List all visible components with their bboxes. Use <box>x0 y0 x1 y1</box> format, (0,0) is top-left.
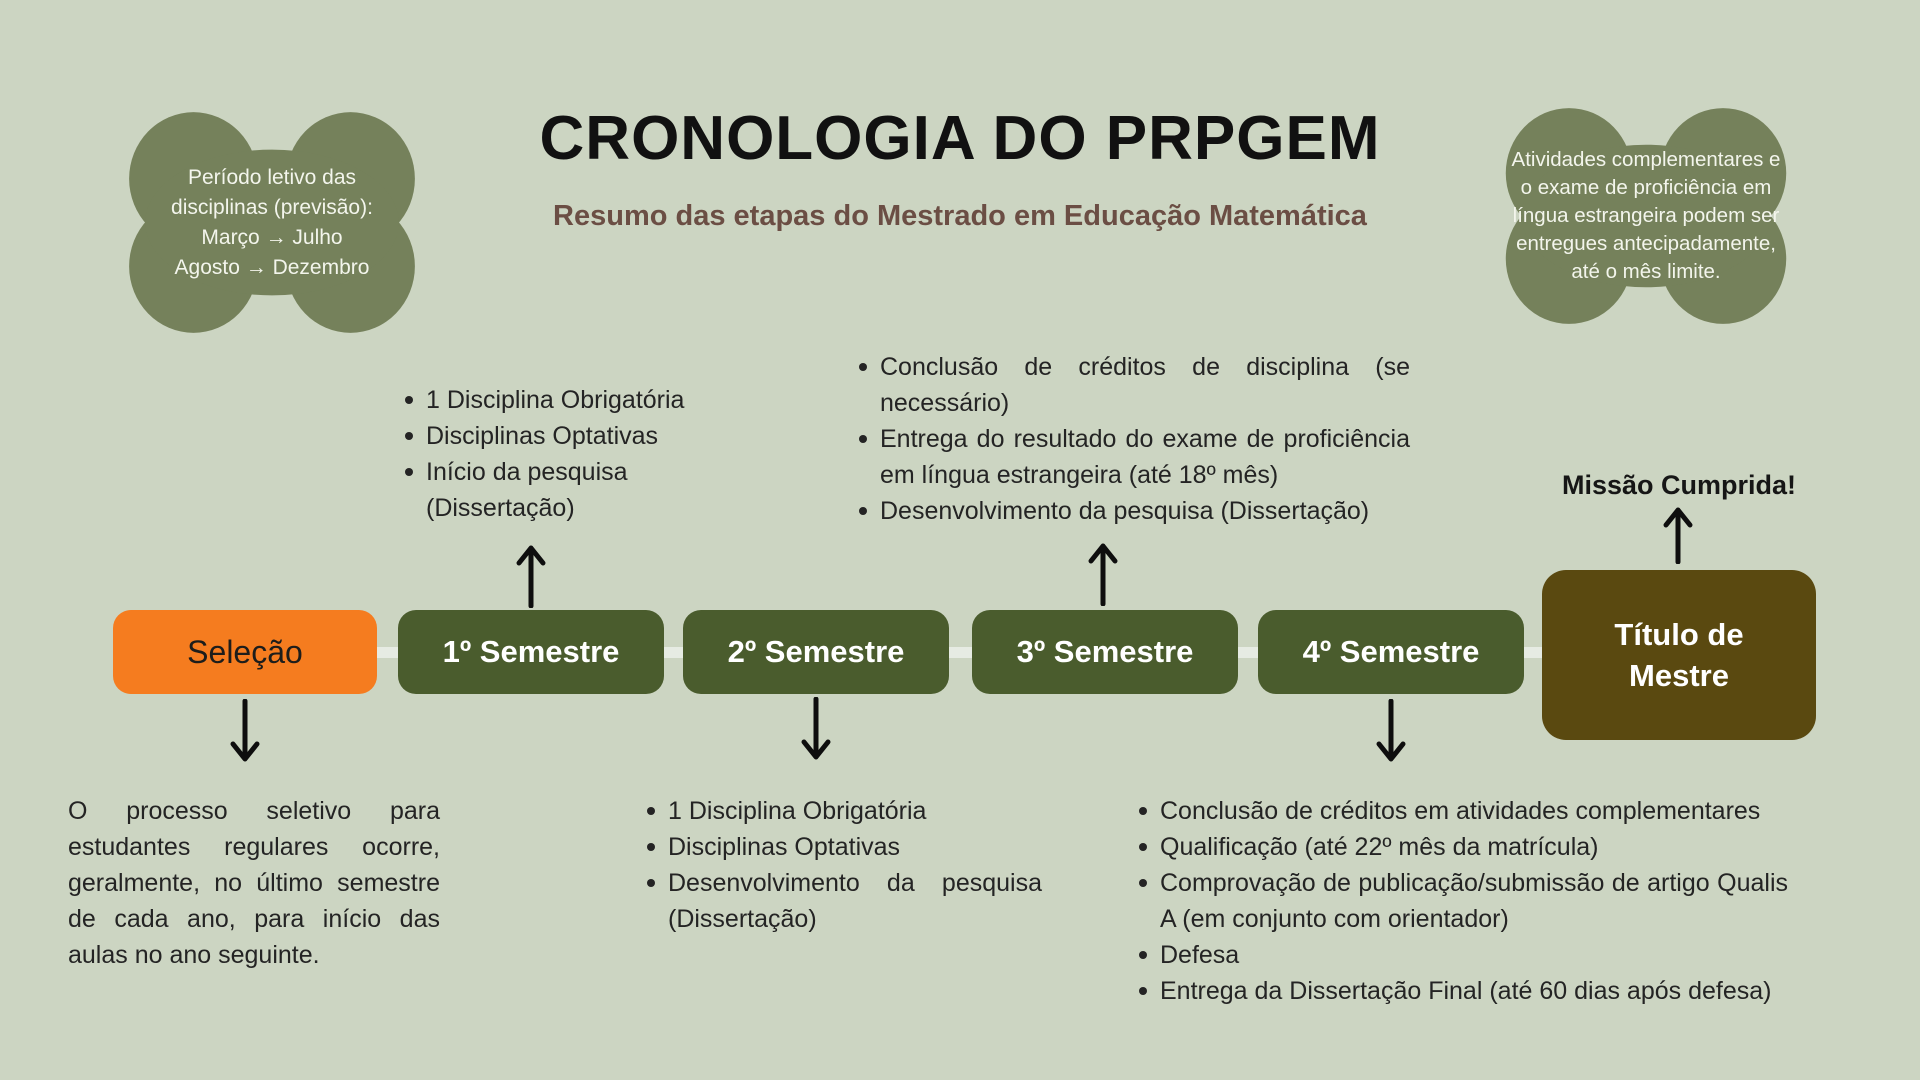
list-item: 1 Disciplina Obrigatória <box>396 382 756 418</box>
arrow-down-icon <box>1374 699 1408 768</box>
list-item: Qualificação (até 22º mês da matrícula) <box>1130 829 1788 865</box>
list-item: Início da pesquisa (Dissertação) <box>396 454 756 526</box>
page-title: CRONOLOGIA DO PRPGEM <box>539 104 1381 173</box>
list-item: Desenvolvimento da pesquisa (Dissertação) <box>850 493 1410 529</box>
timeline-node-selecao <box>113 610 377 694</box>
node-label: 4º Semestre <box>1302 634 1480 669</box>
timeline-node-semestre-2 <box>683 610 949 694</box>
list-item: Desenvolvimento da pesquisa (Dissertação) <box>638 865 1042 937</box>
page-subtitle: Resumo das etapas do Mestrado em Educação Matemática <box>553 200 1367 232</box>
list-item: Defesa <box>1130 937 1788 973</box>
selecao-description-paragraph: O processo seletivo para estudantes regulares ocorre, geralmente, no último semestre de cada ano, para início das aulas no ano seguinte. <box>68 797 440 969</box>
list-item: Conclusão de créditos de disciplina (se necessário) <box>850 349 1410 421</box>
arrow-up-icon <box>1661 506 1695 569</box>
note-right-text: Atividades complementares e o exame de proficiência em língua estrangeira podem ser entregues antecipadamente, até o mês limite. <box>1511 148 1781 283</box>
semestre-2-activities-list <box>638 793 1042 937</box>
list-item: Entrega da Dissertação Final (até 60 dias após defesa) <box>1130 973 1788 1009</box>
list-item: Disciplinas Optativas <box>638 829 1042 865</box>
node-label: Seleção <box>187 633 303 670</box>
arrow-down-icon <box>228 699 262 768</box>
timeline-node-semestre-4 <box>1258 610 1524 694</box>
list-item: Conclusão de créditos em atividades complementares <box>1130 793 1788 829</box>
arrow-up-icon <box>1086 542 1120 611</box>
timeline-node-semestre-3 <box>972 610 1238 694</box>
arrow-up-icon <box>514 544 548 613</box>
list-item: Entrega do resultado do exame de proficiência em língua estrangeira (até 18º mês) <box>850 421 1410 493</box>
semestre-4-activities-list <box>1130 793 1788 1009</box>
note-line: Março → Julho <box>201 225 343 249</box>
semestre-3-activities-list <box>850 349 1410 529</box>
note-left-blob <box>111 108 433 337</box>
arrow-down-icon <box>799 697 833 766</box>
node-label: 2º Semestre <box>727 634 905 669</box>
note-line: Período letivo das disciplinas (previsão): <box>171 165 373 219</box>
note-left-text <box>111 108 433 337</box>
mission-accomplished-label: Missão Cumprida! <box>1561 470 1797 500</box>
timeline-node-titulo-mestre <box>1542 570 1816 740</box>
list-item: 1 Disciplina Obrigatória <box>638 793 1042 829</box>
note-line: Agosto → Dezembro <box>174 255 370 279</box>
node-label: 1º Semestre <box>442 634 620 669</box>
list-item: Disciplinas Optativas <box>396 418 756 454</box>
list-item: Comprovação de publicação/submissão de artigo Qualis A (em conjunto com orientador) <box>1130 865 1788 937</box>
timeline-node-semestre-1 <box>398 610 664 694</box>
node-label: 3º Semestre <box>1016 634 1194 669</box>
semestre-1-activities-list <box>396 382 756 526</box>
node-label: Título de Mestre <box>1614 617 1744 693</box>
note-right-blob <box>1488 104 1804 328</box>
